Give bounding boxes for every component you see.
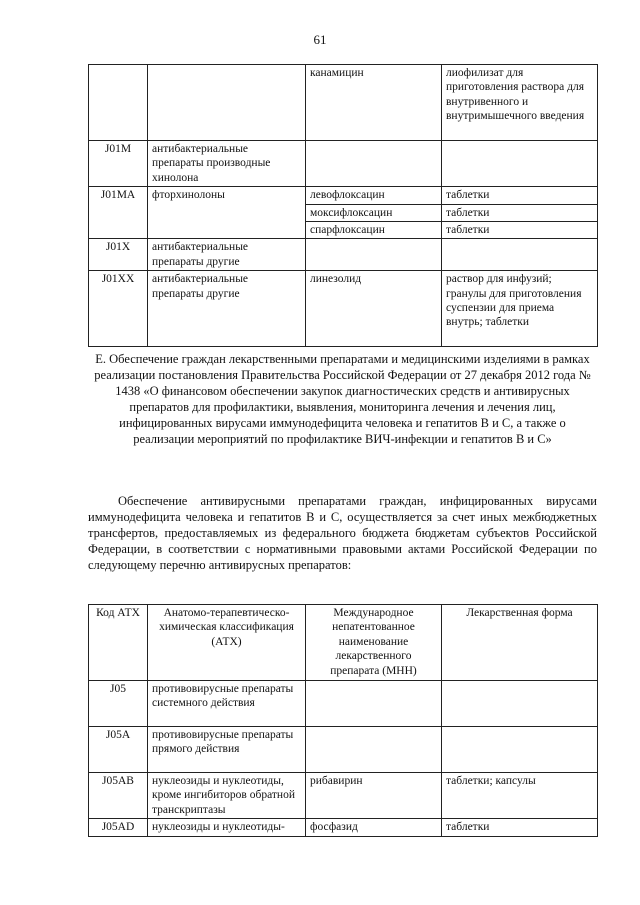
inn-cell: линезолид <box>306 271 442 347</box>
table-row <box>89 141 598 187</box>
table-row <box>89 773 598 819</box>
inn-cell <box>306 681 442 727</box>
atc-code-cell: J05AB <box>89 773 148 819</box>
inn-cell <box>306 141 442 187</box>
atc-code-cell: J01X <box>89 239 148 271</box>
atc-name-cell: нуклеозиды и нуклеотиды, кроме ингибиторов обратной транскриптазы <box>148 773 306 819</box>
atc-name-cell: антибактериальные препараты другие <box>148 239 306 271</box>
atc-name-cell: нуклеозиды и нуклеотиды- <box>148 819 306 836</box>
inn-cell: спарфлоксацин <box>306 222 442 239</box>
form-cell: таблетки <box>442 204 598 221</box>
atc-name-cell: фторхинолоны <box>148 187 306 239</box>
table-row <box>89 271 598 347</box>
inn-cell: рибавирин <box>306 773 442 819</box>
form-cell <box>442 141 598 187</box>
form-cell: таблетки; капсулы <box>442 773 598 819</box>
atc-name-cell: антибактериальные препараты другие <box>148 271 306 347</box>
table-row <box>89 681 598 727</box>
form-cell <box>442 681 598 727</box>
header-dosage-form: Лекарственная форма <box>442 605 598 681</box>
atc-code-cell: J01XX <box>89 271 148 347</box>
inn-cell: фосфазид <box>306 819 442 836</box>
atc-code-cell: J05 <box>89 681 148 727</box>
table-row <box>89 727 598 773</box>
header-inn: Международное непатентованное наименование лекарственного препарата (МНН) <box>306 605 442 681</box>
inn-cell <box>306 727 442 773</box>
table-row <box>89 239 598 271</box>
atc-code-cell: J01MA <box>89 187 148 239</box>
table-row <box>89 819 598 836</box>
header-atc-code: Код АТХ <box>89 605 148 681</box>
table-row <box>89 65 598 141</box>
body-paragraph-text: Обеспечение антивирусными препаратами граждан, инфицированных вирусами иммунодефицита человека и гепатитов В и С, осуществляется за счет иных межбюджетных трансфертов, предоставляемых из федерального бюджета бюджетам субъектов Российской Федерации, в соответствии с нормативными правовыми актами Российской Федерации по следующему перечню антивирусных препаратов: <box>88 494 597 572</box>
form-cell: таблетки <box>442 187 598 204</box>
inn-cell: канамицин <box>306 65 442 141</box>
table-header-row <box>89 605 598 681</box>
section-heading: Е. Обеспечение граждан лекарственными препаратами и медицинскими изделиями в рамках реализации постановления Правительства Российской Федерации от 27 декабря 2012 года № 1438 «О финансовом обеспечении закупок диагностических средств и антивирусных препаратов для профилактики, выявления, мониторинга лечения и лечения лиц, инфицированных вирусами иммунодефицита человека и гепатитов В и С, а также о реализации мероприятий по профилактике ВИЧ-инфекции и гепатитов В и С» <box>94 352 591 446</box>
form-cell: раствор для инфузий; гранулы для приготовления суспензии для приема внутрь; таблетки <box>442 271 598 347</box>
header-atc-classification: Анатомо-терапевтическо-химическая классификация (АТХ) <box>148 605 306 681</box>
atc-code-cell: J01M <box>89 141 148 187</box>
page-number: 61 <box>313 32 327 47</box>
atc-name-cell <box>148 65 306 141</box>
atc-name-cell: противовирусные препараты прямого действия <box>148 727 306 773</box>
atc-code-cell: J05A <box>89 727 148 773</box>
form-cell <box>442 239 598 271</box>
antiviral-drug-table <box>88 604 598 837</box>
atc-name-cell: противовирусные препараты системного действия <box>148 681 306 727</box>
form-cell <box>442 727 598 773</box>
inn-cell: моксифлоксацин <box>306 204 442 221</box>
form-cell: таблетки <box>442 819 598 836</box>
form-cell: таблетки <box>442 222 598 239</box>
atc-name-cell: антибактериальные препараты производные хинолона <box>148 141 306 187</box>
drug-table-continued <box>88 64 598 347</box>
inn-cell: левофлоксацин <box>306 187 442 204</box>
inn-cell <box>306 239 442 271</box>
body-paragraph <box>88 493 597 573</box>
atc-code-cell <box>89 65 148 141</box>
table-row <box>89 187 598 204</box>
atc-code-cell: J05AD <box>89 819 148 836</box>
form-cell: лиофилизат для приготовления раствора для внутривенного и внутримышечного введения <box>442 65 598 141</box>
